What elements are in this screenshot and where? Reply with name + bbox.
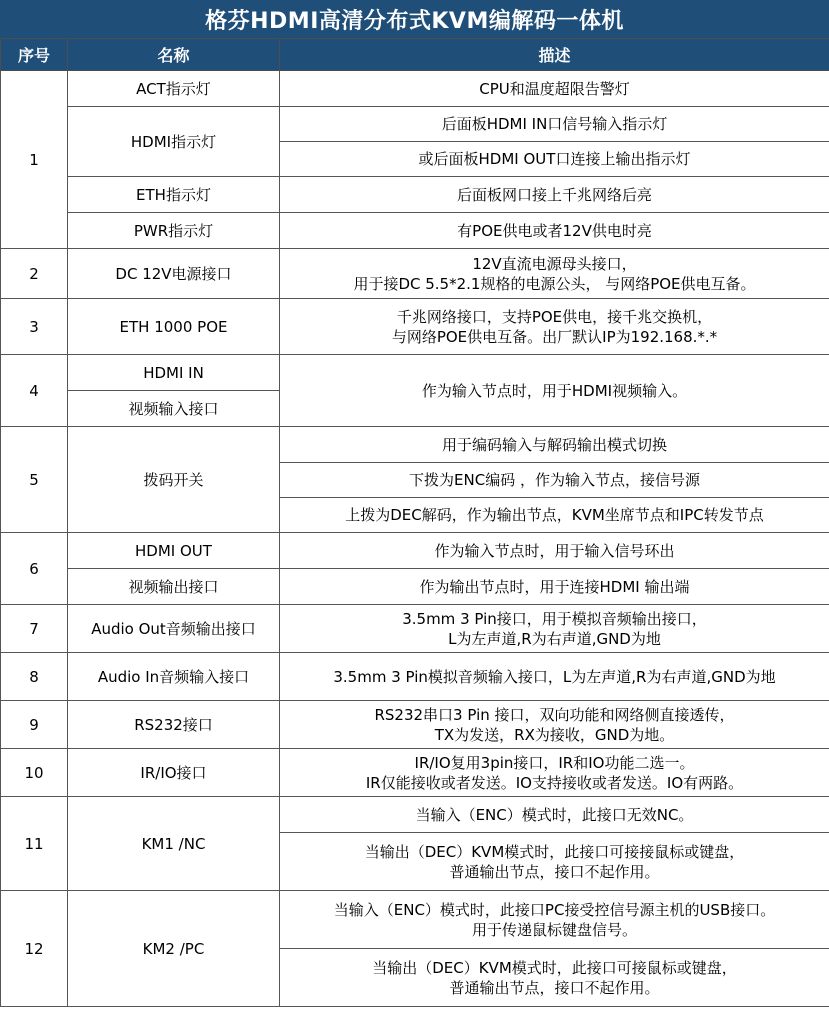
header-name: 名称 xyxy=(68,39,280,71)
seq-cell: 12 xyxy=(1,891,68,1007)
table-row xyxy=(1,213,829,249)
seq-cell: 1 xyxy=(1,71,68,249)
name-cell: Audio In音频输入接口 xyxy=(68,653,280,701)
header-seq: 序号 xyxy=(1,39,68,71)
table-row xyxy=(1,569,829,605)
name-cell: ETH指示灯 xyxy=(68,177,280,213)
desc-cell xyxy=(280,249,829,299)
desc-cell xyxy=(280,833,829,891)
desc-line: 作为输出节点时，用于连接HDMI 输出端 xyxy=(419,577,690,596)
table-row xyxy=(1,299,829,355)
table-row xyxy=(1,249,829,299)
desc-cell xyxy=(280,891,829,949)
desc-line: L为左声道,R为右声道,GND为地 xyxy=(448,629,661,648)
desc-line: 当输入（ENC）模式时，此接口无效NC。 xyxy=(415,805,694,824)
desc-cell xyxy=(280,569,829,605)
header-row xyxy=(1,39,829,71)
table-row xyxy=(1,355,829,391)
name-cell: ETH 1000 POE xyxy=(68,299,280,355)
desc-line: 与网络POE供电互备。出厂默认IP为192.168.*.* xyxy=(391,327,718,346)
desc-line: CPU和温度超限告警灯 xyxy=(479,79,630,98)
seq-cell: 8 xyxy=(1,653,68,701)
desc-line: 作为输入节点时，用于HDMI视频输入。 xyxy=(421,381,688,400)
desc-cell xyxy=(280,355,829,427)
name-cell: ACT指示灯 xyxy=(68,71,280,107)
desc-line: 3.5mm 3 Pin模拟音频输入接口，L为左声道,R为右声道,GND为地 xyxy=(333,667,776,686)
desc-line: 3.5mm 3 Pin接口，用于模拟音频输出接口， xyxy=(402,609,707,628)
table-row xyxy=(1,533,829,569)
name-cell: KM1 /NC xyxy=(68,797,280,891)
desc-line: 用于接DC 5.5*2.1规格的电源公头， 与网络POE供电互备。 xyxy=(353,274,756,293)
seq-cell: 3 xyxy=(1,299,68,355)
seq-cell: 11 xyxy=(1,797,68,891)
name-cell: HDMI IN xyxy=(68,355,280,391)
desc-cell xyxy=(280,213,829,249)
table-row xyxy=(1,701,829,749)
name-cell: HDMI指示灯 xyxy=(68,107,280,177)
seq-cell: 4 xyxy=(1,355,68,427)
sheet-title: 格芬HDMI高清分布式KVM编解码一体机 xyxy=(0,0,829,38)
desc-line: 千兆网络接口，支持POE供电，接千兆交换机， xyxy=(396,307,713,326)
desc-line: IR/IO复用3pin接口，IR和IO功能二选一。 xyxy=(414,753,695,772)
desc-cell xyxy=(280,463,829,498)
desc-line: 作为输入节点时，用于输入信号环出 xyxy=(434,541,675,560)
desc-cell xyxy=(280,142,829,177)
desc-cell xyxy=(280,701,829,749)
desc-line: 普通输出节点，接口不起作用。 xyxy=(449,862,660,881)
table-row xyxy=(1,797,829,833)
name-cell: 视频输出接口 xyxy=(68,569,280,605)
seq-cell: 9 xyxy=(1,701,68,749)
desc-line: 当输出（DEC）KVM模式时，此接口可接鼠标或键盘， xyxy=(372,958,737,977)
desc-cell xyxy=(280,71,829,107)
desc-line: 用于传递鼠标键盘信号。 xyxy=(471,920,637,939)
table-row xyxy=(1,891,829,949)
desc-line: 上拨为DEC解码，作为输出节点，KVM坐席节点和IPC转发节点 xyxy=(345,506,764,524)
seq-cell: 6 xyxy=(1,533,68,605)
desc-line: RS232串口3 Pin 接口，双向功能和网络侧直接透传， xyxy=(374,705,735,724)
desc-cell xyxy=(280,177,829,213)
table-row xyxy=(1,71,829,107)
table-row xyxy=(1,653,829,701)
name-cell: KM2 /PC xyxy=(68,891,280,1007)
desc-line: 后面板网口接上千兆网络后亮 xyxy=(456,185,652,204)
header-desc: 描述 xyxy=(280,39,829,71)
name-cell: HDMI OUT xyxy=(68,533,280,569)
seq-cell: 10 xyxy=(1,749,68,797)
table-row xyxy=(1,605,829,653)
desc-cell xyxy=(280,797,829,833)
desc-cell xyxy=(280,299,829,355)
name-cell: 视频输入接口 xyxy=(68,391,280,427)
desc-line: 用于编码输入与解码输出模式切换 xyxy=(441,435,667,454)
desc-line: 后面板HDMI IN口信号输入指示灯 xyxy=(441,115,668,133)
desc-cell xyxy=(280,949,829,1007)
desc-line: 或后面板HDMI OUT口连接上输出指示灯 xyxy=(418,150,691,168)
table-body xyxy=(1,71,829,1007)
desc-line: 下拨为ENC编码 ，作为输入节点，接信号源 xyxy=(409,471,700,489)
desc-cell xyxy=(280,107,829,142)
name-cell: PWR指示灯 xyxy=(68,213,280,249)
desc-cell xyxy=(280,498,829,533)
desc-cell xyxy=(280,749,829,797)
desc-line: IR仅能接收或者发送。IO支持接收或者发送。IO有两路。 xyxy=(365,773,744,792)
name-cell: IR/IO接口 xyxy=(68,749,280,797)
desc-line: 普通输出节点，接口不起作用。 xyxy=(449,978,660,997)
table-row xyxy=(1,177,829,213)
desc-line: 有POE供电或者12V供电时亮 xyxy=(457,221,652,240)
seq-cell: 2 xyxy=(1,249,68,299)
desc-line: 当输出（DEC）KVM模式时，此接口可接接鼠标或键盘， xyxy=(364,842,745,861)
name-cell: Audio Out音频输出接口 xyxy=(68,605,280,653)
table-row xyxy=(1,427,829,463)
name-cell: 拨码开关 xyxy=(68,427,280,533)
desc-line: 当输入（ENC）模式时，此接口PC接受控信号源主机的USB接口。 xyxy=(333,900,776,919)
seq-cell: 7 xyxy=(1,605,68,653)
name-cell: DC 12V电源接口 xyxy=(68,249,280,299)
name-cell: RS232接口 xyxy=(68,701,280,749)
desc-line: 12V直流电源母头接口， xyxy=(472,254,637,273)
desc-cell xyxy=(280,605,829,653)
desc-line: TX为发送，RX为接收，GND为地。 xyxy=(434,725,675,744)
table-row xyxy=(1,107,829,142)
spec-table xyxy=(0,38,829,1007)
table-row xyxy=(1,749,829,797)
desc-cell xyxy=(280,427,829,463)
desc-cell xyxy=(280,533,829,569)
seq-cell: 5 xyxy=(1,427,68,533)
desc-cell xyxy=(280,653,829,701)
